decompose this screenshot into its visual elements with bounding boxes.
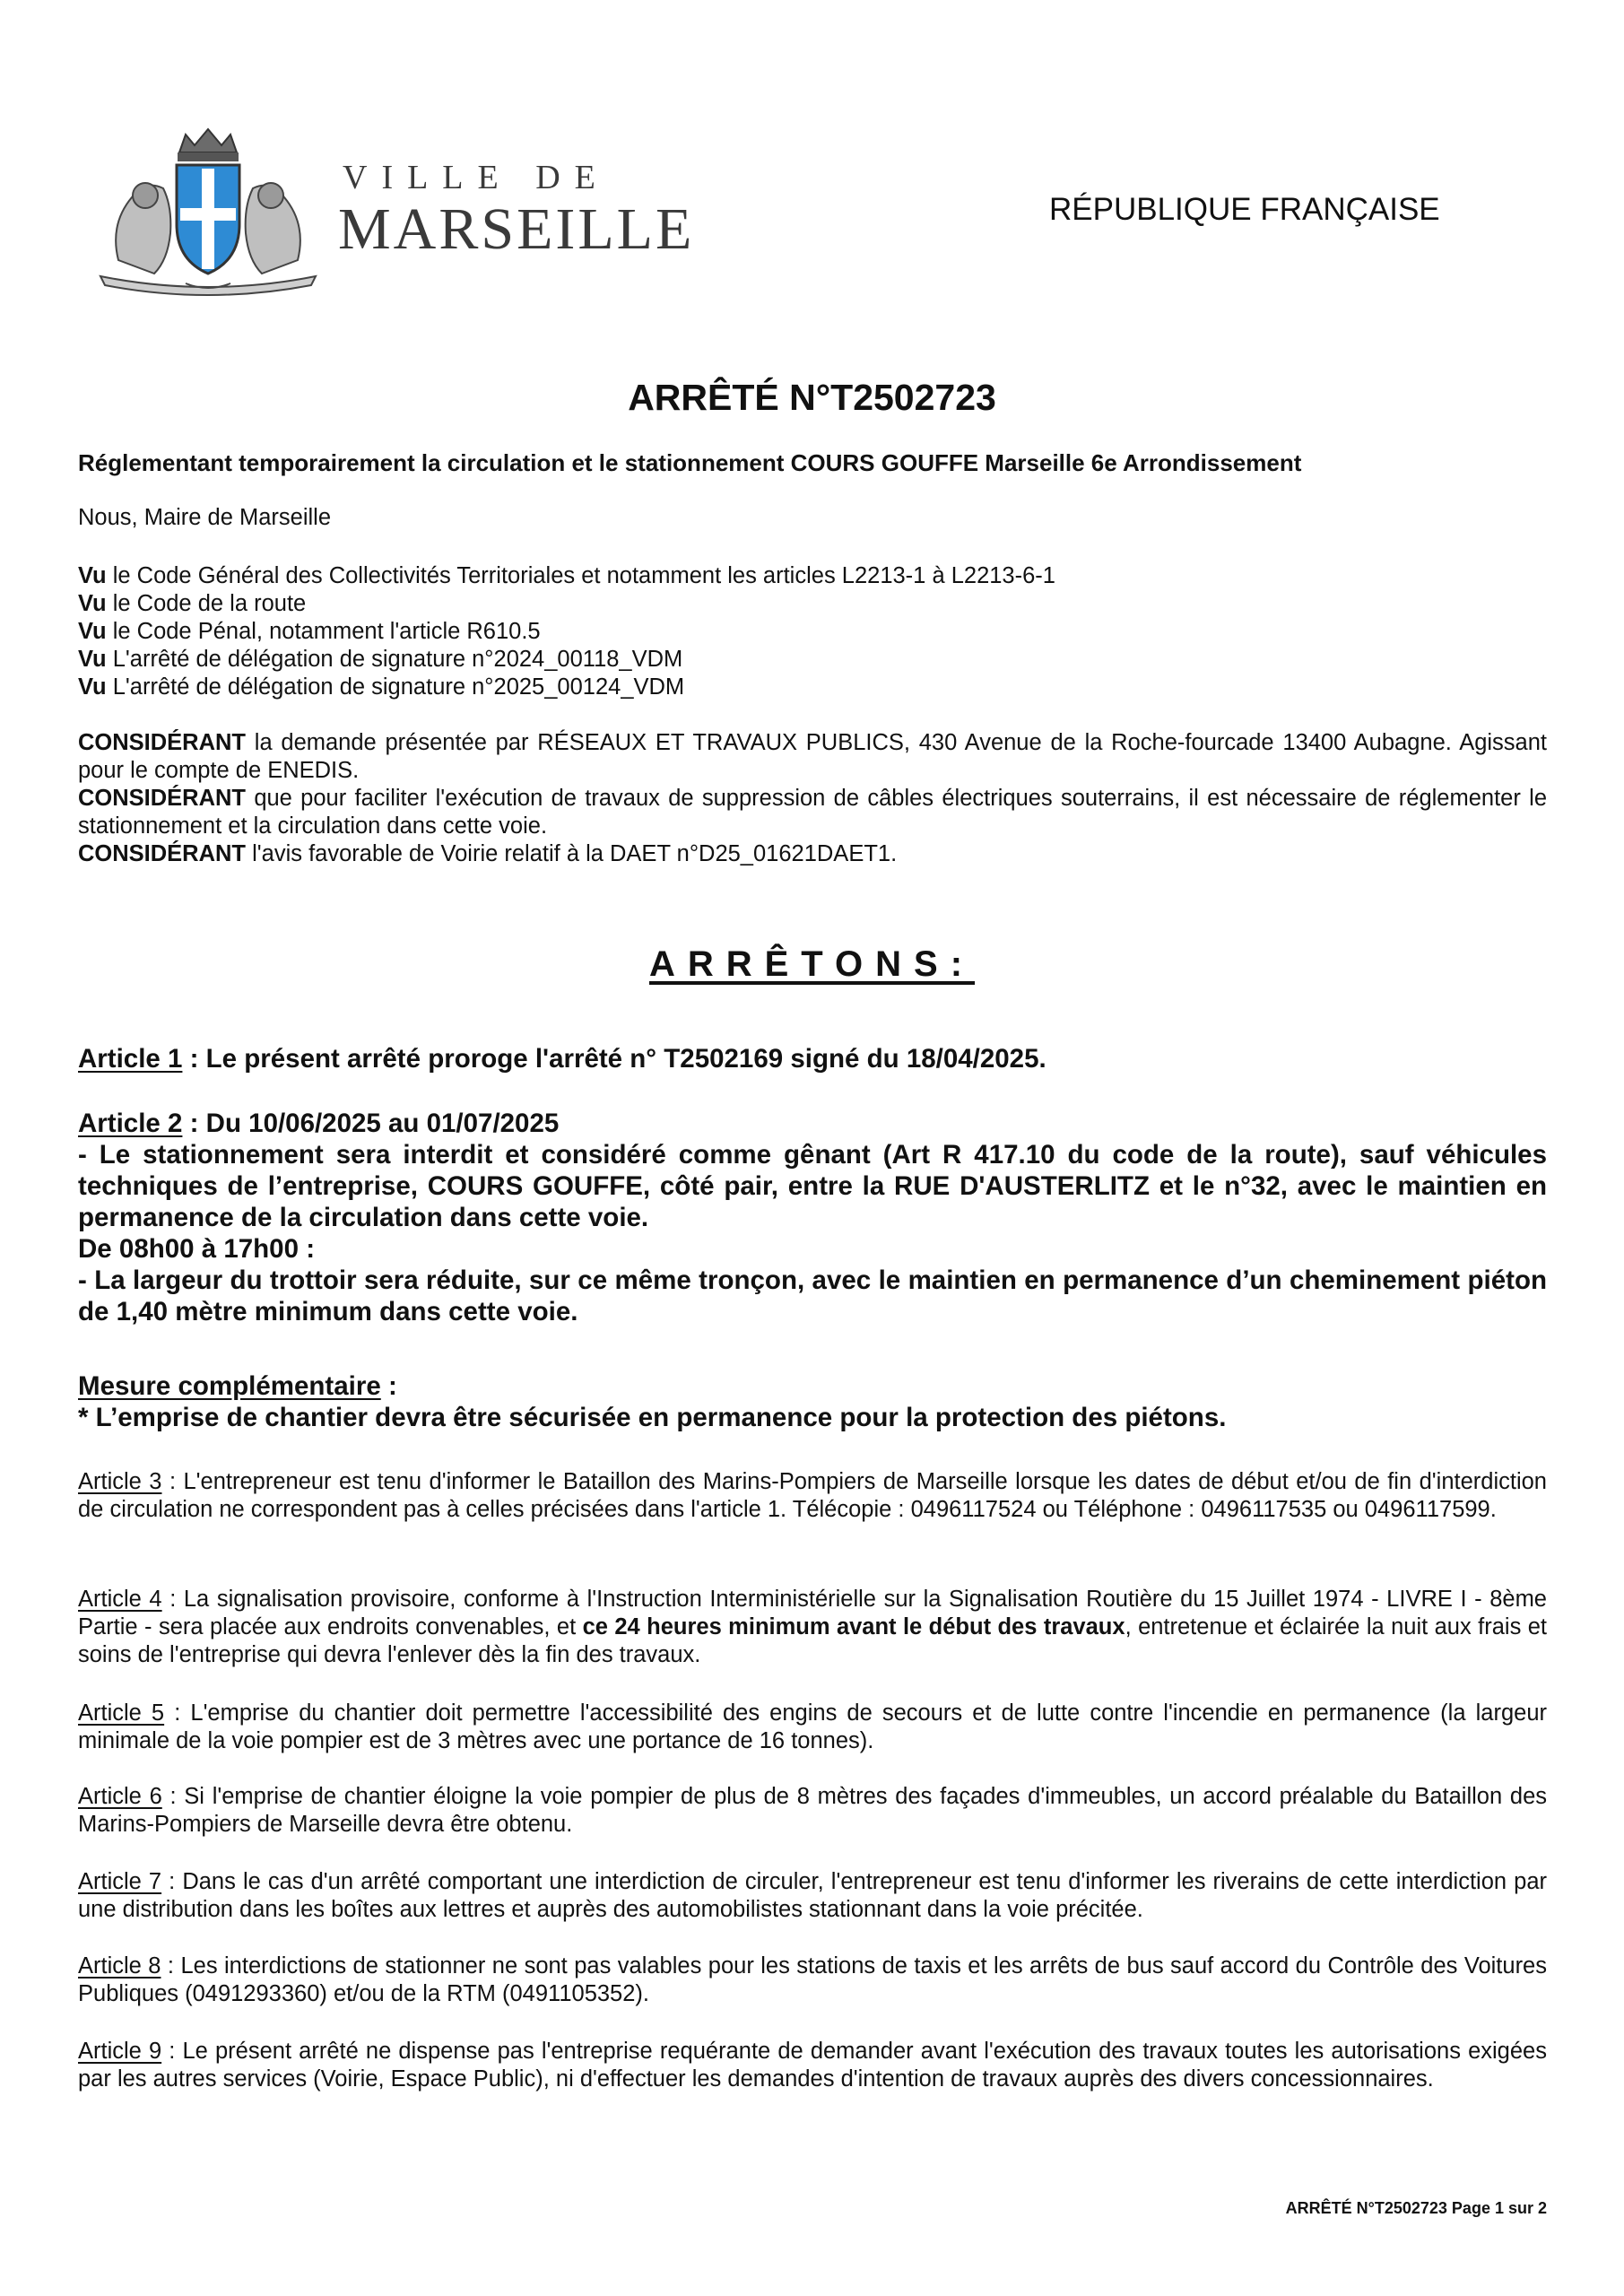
article-8-paragraph	[78, 1952, 1547, 2008]
article-3-text: : L'entrepreneur est tenu d'informer le Bataillon des Marins-Pompiers de Marseille lorsque les dates de début et/ou de fin d'interdiction de circulation ne correspondent pas à celles précisées dans l'article 1. Télécopie : 0496117524 ou Téléphone : 0496117535 ou 0496117599.	[78, 1469, 1547, 1522]
marseille-coat-of-arms-icon	[83, 126, 334, 296]
vu-item	[78, 646, 1547, 674]
considerant-item	[78, 785, 1547, 840]
considerant-item	[78, 840, 1547, 868]
article-7-text: : Dans le cas d'un arrêté comportant une interdiction de circuler, l'entrepreneur est tenu d'informer les riverains de cette interdiction par une distribution dans les boîtes aux lettres et auprès des automobilistes stationnant dans la voie précitée.	[78, 1869, 1547, 1922]
article-4-label: Article 4	[78, 1587, 162, 1612]
ville-de-marseille-logo	[83, 126, 695, 296]
vu-item	[78, 674, 1547, 701]
article-9-paragraph	[78, 2038, 1547, 2093]
nous-text: Nous, Maire de Marseille	[78, 505, 332, 530]
article-2-hours: De 08h00 à 17h00 :	[78, 1234, 316, 1264]
article-5	[78, 1700, 1547, 1755]
considerant-list	[78, 729, 1547, 868]
vu-text: L'arrêté de délégation de signature n°2025_00124_VDM	[106, 674, 685, 700]
article-1-text: : Le présent arrêté proroge l'arrêté n° T2502169 signé du 18/04/2025.	[182, 1044, 1046, 1074]
vu-label: Vu	[78, 647, 107, 672]
article-5-paragraph	[78, 1700, 1547, 1755]
vu-label: Vu	[78, 674, 107, 700]
logo-marseille-text: MARSEILLE	[338, 196, 695, 262]
vu-label: Vu	[78, 619, 107, 644]
article-4-text-a: : La signalisation provisoire, conforme à l'Instruction Interministérielle sur la Signalisation Routière du 15 Juillet 1974 - LIVRE I - 8ème Partie - sera placée aux endroits convenables, et	[78, 1587, 1547, 1639]
arrete-subtitle: Réglementant temporairement la circulation et le stationnement COURS GOUFFE Marseille 6e Arrondissement	[78, 449, 1302, 476]
article-6-label: Article 6	[78, 1784, 162, 1809]
article-9-text: : Le présent arrêté ne dispense pas l'entreprise requérante de demander avant l'exécution des travaux toutes les autorisations exigées par les autres services (Voirie, Espace Public), ni d'effectuer les demandes d'intention de travaux auprès des divers concessionnaires.	[78, 2039, 1547, 2092]
arretons-heading	[0, 944, 1624, 985]
article-9	[78, 2038, 1547, 2093]
considerant-text: que pour faciliter l'exécution de travaux de suppression de câbles électriques souterrains, il est nécessaire de réglementer le stationnement et la circulation dans cette voie.	[78, 786, 1547, 839]
article-6	[78, 1783, 1547, 1839]
article-6-paragraph	[78, 1783, 1547, 1839]
considerant-item	[78, 729, 1547, 785]
vu-text: le Code Pénal, notamment l'article R610.5	[106, 619, 541, 644]
article-2-stationnement: - Le stationnement sera interdit et considéré comme gênant (Art R 417.10 du code de la route), sauf véhicules techniques de l’entreprise, COURS GOUFFE, côté pair, entre la RUE D'AUSTERLITZ et le n°32, avec le maintien en permanence de la circulation dans cette voie.	[78, 1140, 1547, 1232]
article-2-dates: : Du 10/06/2025 au 01/07/2025	[182, 1109, 560, 1138]
article-4-text-b: , entretenue et éclairée la nuit aux frais et soins de l'entreprise qui devra l'enlever dès la fin des travaux.	[78, 1614, 1548, 1667]
republique-francaise-heading: RÉPUBLIQUE FRANÇAISE	[1049, 192, 1440, 227]
arrete-title: ARRÊTÉ N°T2502723	[628, 377, 996, 418]
vu-item	[78, 618, 1547, 646]
vu-item	[78, 590, 1547, 618]
article-4-paragraph	[78, 1586, 1547, 1669]
nous-maire-line	[78, 504, 1547, 532]
vu-label: Vu	[78, 591, 107, 616]
article-9-label: Article 9	[78, 2039, 162, 2064]
article-4	[78, 1586, 1547, 1669]
article-4-bold-text: ce 24 heures minimum avant le début des travaux	[582, 1614, 1125, 1639]
page-footer: ARRÊTÉ N°T2502723 Page 1 sur 2	[1285, 2199, 1547, 2217]
article-1-label: Article 1	[78, 1044, 183, 1074]
article-5-label: Article 5	[78, 1700, 165, 1726]
article-1	[78, 1043, 1547, 1074]
logo-ville-de-text: VILLE DE	[343, 159, 610, 196]
mesure-heading	[78, 1370, 1547, 1402]
vu-list	[78, 562, 1547, 701]
article-2	[78, 1108, 1547, 1327]
article-8-text: : Les interdictions de stationner ne sont pas valables pour les stations de taxis et les arrêts de bus sauf accord du Contrôle des Voitures Publiques (0491293360) et/ou de la RTM (0491105352).	[78, 1953, 1547, 2006]
article-3	[78, 1468, 1547, 1524]
arretons-text: ARRÊTONS:	[648, 944, 976, 984]
article-3-label: Article 3	[78, 1469, 162, 1494]
vu-label: Vu	[78, 563, 107, 588]
article-2-label: Article 2	[78, 1109, 183, 1138]
article-6-text: : Si l'emprise de chantier éloigne la voie pompier de plus de 8 mètres des façades d'immeubles, un accord préalable du Bataillon des Marins-Pompiers de Marseille devra être obtenu.	[78, 1784, 1548, 1837]
vu-text: le Code Général des Collectivités Territoriales et notamment les articles L2213-1 à L2213-6-1	[106, 563, 1055, 588]
article-2-trottoir: - La largeur du trottoir sera réduite, sur ce même tronçon, avec le maintien en permanence d’un cheminement piéton de 1,40 mètre minimum dans cette voie.	[78, 1265, 1547, 1326]
mesure-colon: :	[380, 1371, 397, 1401]
mesure-text: * L’emprise de chantier devra être sécurisée en permanence pour la protection des piétons.	[78, 1403, 1227, 1432]
considerant-label: CONSIDÉRANT	[78, 730, 247, 755]
article-2-dates-line	[78, 1108, 1547, 1139]
vu-text: L'arrêté de délégation de signature n°2024_00118_VDM	[106, 647, 683, 672]
considerant-label: CONSIDÉRANT	[78, 841, 247, 866]
article-7-label: Article 7	[78, 1869, 162, 1894]
article-1-paragraph	[78, 1043, 1547, 1074]
mesure-complementaire	[78, 1370, 1547, 1433]
article-5-text: : L'emprise du chantier doit permettre l'accessibilité des engins de secours et de lutte contre l'incendie en permanence (la largeur minimale de la voie pompier est de 3 mètres avec une portance de 16 tonnes).	[78, 1700, 1547, 1753]
considerant-label: CONSIDÉRANT	[78, 786, 247, 811]
mesure-label: Mesure complémentaire	[78, 1371, 381, 1401]
article-8	[78, 1952, 1547, 2008]
considerant-text: l'avis favorable de Voirie relatif à la DAET n°D25_01621DAET1.	[246, 841, 898, 866]
considerant-text: la demande présentée par RÉSEAUX ET TRAVAUX PUBLICS, 430 Avenue de la Roche-fourcade 13400 Aubagne. Agissant pour le compte de ENEDIS.	[78, 730, 1547, 783]
article-7-paragraph	[78, 1868, 1547, 1924]
article-8-label: Article 8	[78, 1953, 161, 1979]
vu-item	[78, 562, 1547, 590]
article-3-paragraph	[78, 1468, 1547, 1524]
vu-text: le Code de la route	[106, 591, 307, 616]
article-7	[78, 1868, 1547, 1924]
